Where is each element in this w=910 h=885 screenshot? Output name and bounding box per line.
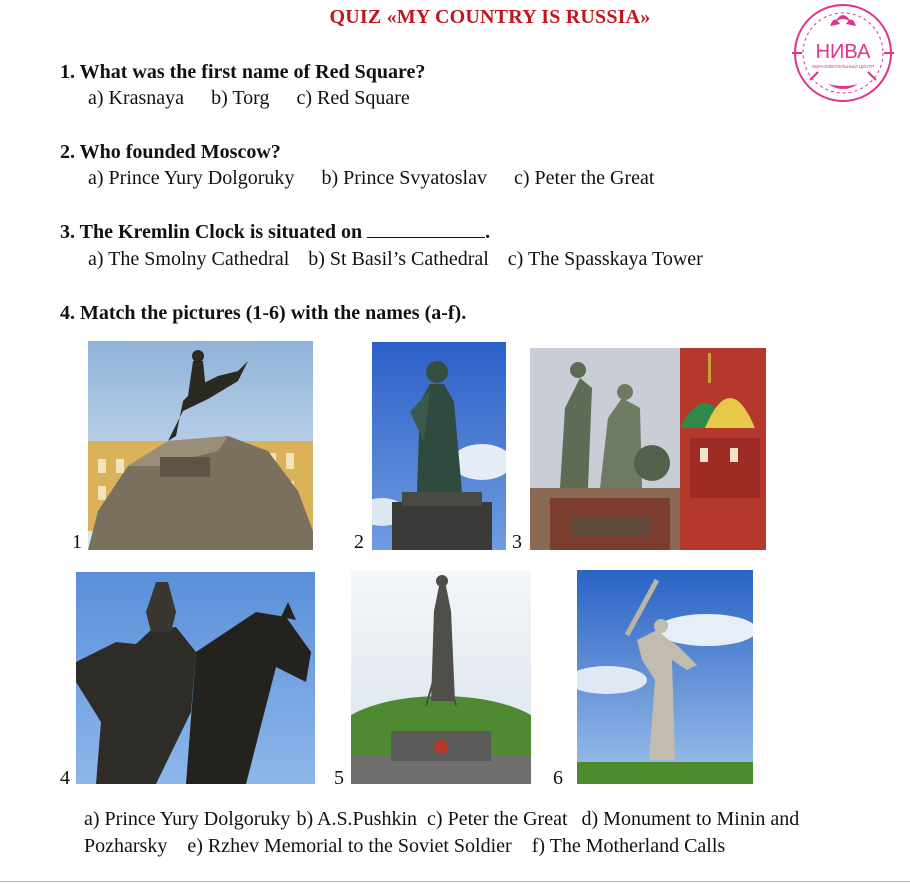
question-4 [60, 302, 466, 325]
q1-option-a: a) Krasnaya [88, 87, 185, 109]
picture-2 [372, 342, 506, 550]
answer-d: d) Monument to Minin and Pozharsky [84, 808, 800, 857]
answer-b: b) A.S.Pushkin [296, 808, 418, 830]
q2-option-b: b) Prince Svyatoslav [321, 167, 487, 189]
question-3 [60, 221, 490, 244]
question-2 [60, 141, 281, 164]
answer-blank[interactable] [367, 223, 485, 238]
q3-option-c: c) The Spasskaya Tower [507, 248, 703, 270]
q1-option-c: c) Red Square [296, 87, 410, 109]
question-1-text: 1. What was the first name of Red Square? [60, 61, 426, 83]
answer-options [84, 806, 894, 860]
question-4-text: 4. Match the pictures (1-6) with the names (a-f). [60, 302, 467, 324]
answer-c: c) Peter the Great [427, 808, 568, 830]
picture-number-3: 3 [512, 531, 522, 553]
picture-number-4: 4 [60, 767, 70, 789]
question-1-options [88, 87, 432, 110]
picture-5 [351, 571, 531, 784]
question-2-text: 2. Who founded Moscow? [60, 141, 281, 163]
picture-number-2: 2 [354, 531, 364, 553]
picture-number-5: 5 [334, 767, 344, 789]
bottom-divider [0, 881, 910, 882]
q3-option-b: b) St Basil’s Cathedral [308, 248, 489, 270]
answer-e: e) Rzhev Memorial to the Soviet Soldier [187, 835, 512, 857]
q1-option-b: b) Torg [211, 87, 270, 109]
page-title: QUIZ «MY COUNTRY IS RUSSIA» [329, 6, 651, 28]
logo-subtext: ОБРАЗОВАТЕЛЬНЫЙ ЦЕНТР [811, 64, 875, 69]
niva-logo [788, 2, 898, 104]
answer-f: f) The Motherland Calls [531, 835, 726, 857]
q2-option-a: a) Prince Yury Dolgoruky [88, 167, 295, 189]
question-3-period: . [485, 221, 491, 243]
question-3-text: 3. The Kremlin Clock is situated on [60, 221, 363, 243]
picture-number-6: 6 [553, 767, 563, 789]
q2-option-c: c) Peter the Great [513, 167, 655, 189]
logo-text: НИВА [815, 41, 871, 63]
question-1 [60, 61, 425, 84]
question-2-options [88, 167, 676, 190]
picture-6 [577, 570, 753, 784]
question-3-options [88, 248, 725, 271]
picture-number-1: 1 [72, 531, 82, 553]
q3-option-a: a) The Smolny Cathedral [88, 248, 290, 270]
answer-a: a) Prince Yury Dolgoruky [84, 808, 291, 830]
picture-4 [76, 572, 315, 784]
picture-1 [88, 341, 313, 550]
picture-3 [530, 348, 766, 550]
